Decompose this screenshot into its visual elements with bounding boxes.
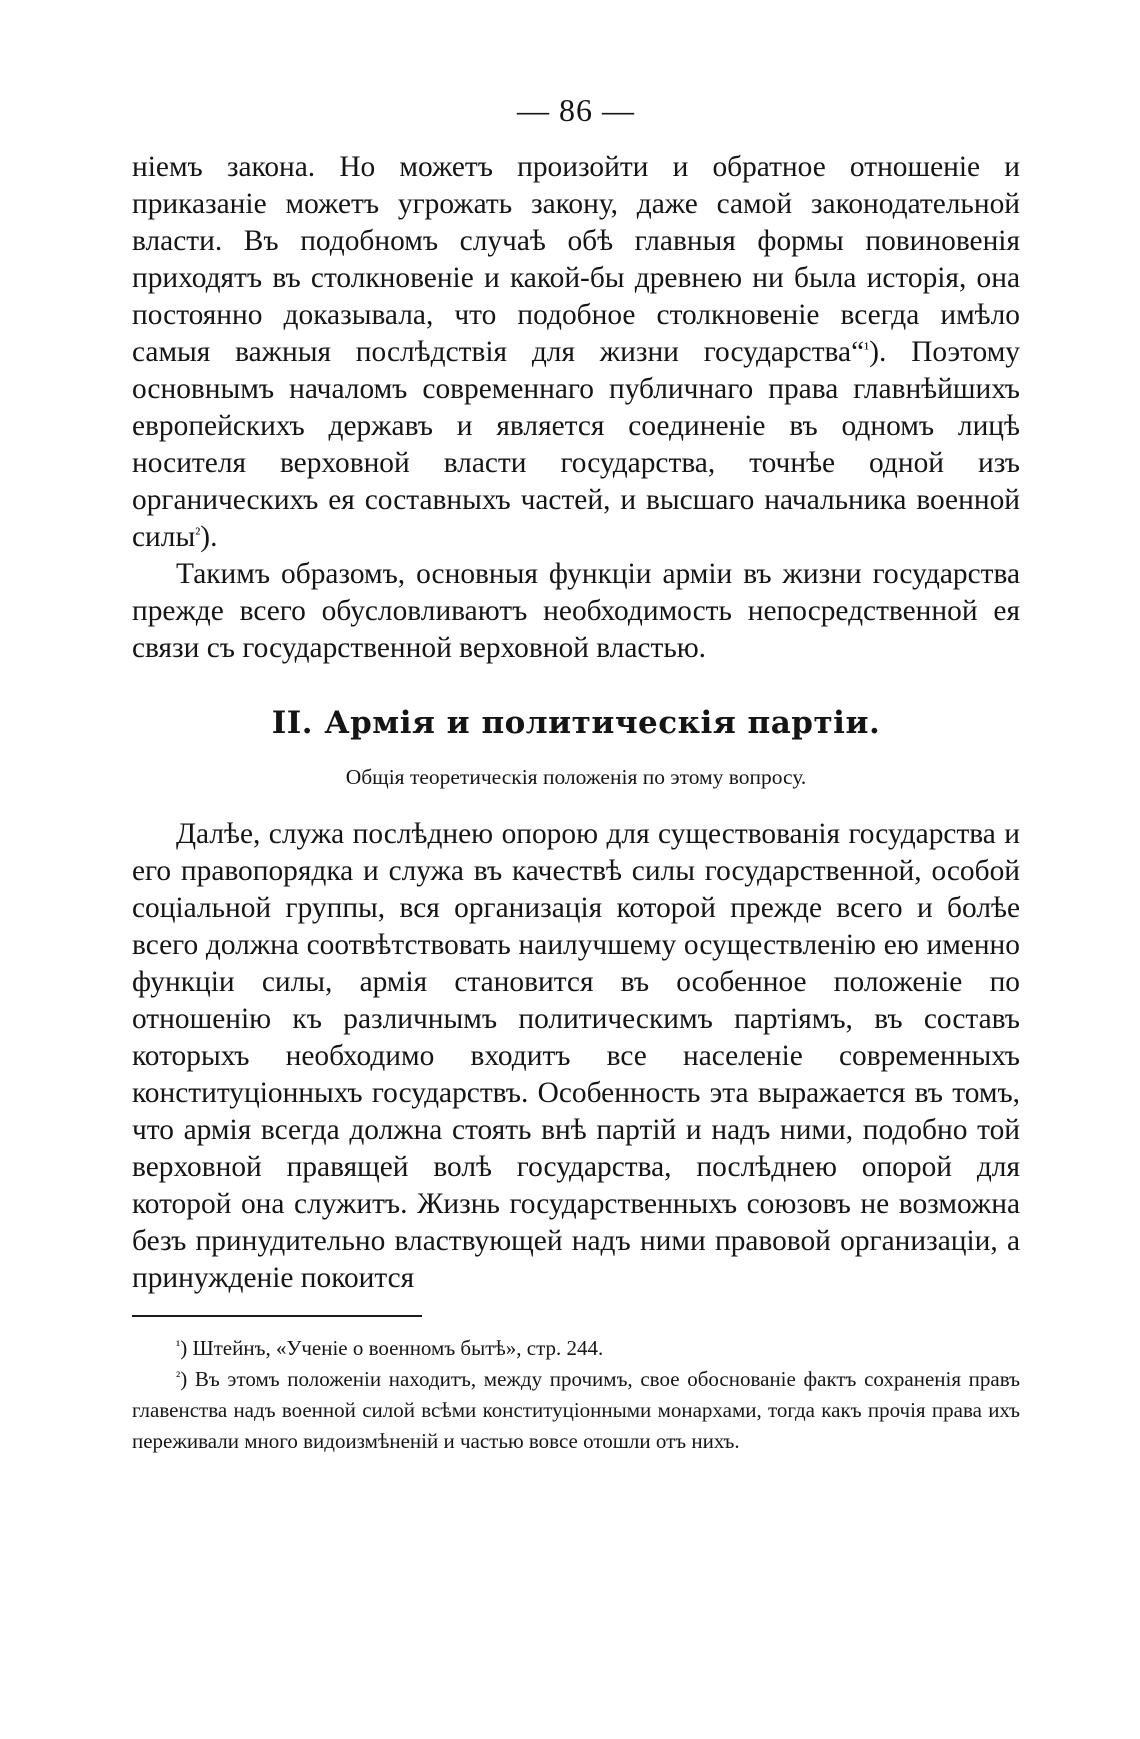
document-page bbox=[132, 92, 1020, 1457]
footnote bbox=[132, 1364, 1020, 1457]
footnote-reference[interactable]: ¹ bbox=[864, 339, 870, 358]
footnote bbox=[132, 1333, 1020, 1364]
page-number: — 86 — bbox=[517, 92, 635, 128]
footnote-text: ) Штейнъ, «Ученіе о военномъ бытѣ», стр. 244. bbox=[180, 1336, 604, 1360]
paragraph-continuation bbox=[132, 149, 1020, 556]
footnote-reference[interactable]: ² bbox=[195, 524, 201, 543]
paragraph-text: ніемъ закона. Но можетъ произойти и обратное отношеніе и приказаніе можетъ угрожать закону, даже самой законодательной власти. Въ подобномъ случаѣ обѣ главныя формы повиновенія приходятъ въ столкновеніе и какой-бы древнею ни была исторія, она постоянно доказывала, что подобное столкновеніе всегда имѣло самыя важныя послѣдствія для жизни государства“ bbox=[132, 151, 1020, 368]
paragraph-text: ). bbox=[200, 521, 218, 553]
section-subheading: Общія теоретическія положенія по этому вопросу. bbox=[345, 765, 807, 789]
paragraph: Далѣе, служа послѣднею опорою для существованія государства и его правопорядка и служа въ качествѣ силы государственной, особой соціальной группы, вся организація которой прежде всего и болѣе всего должна соотвѣтствовать наилучшему осуществленію ею именно функціи силы, армія становится въ особенное положеніе по отношенію къ различнымъ политическимъ партіямъ, въ составъ которыхъ необходимо входитъ все населеніе современныхъ конституціонныхъ государствъ. Особенность эта выражается въ томъ, что армія всегда должна стоять внѣ партій и надъ ними, подобно той верховной правящей волѣ государства, послѣднею опорой для которой она служитъ. Жизнь государственныхъ союзовъ не возможна безъ принудительно властвующей надъ ними правовой организаціи, а принужденіе покоится bbox=[132, 818, 1020, 1294]
footnote-marker: ² bbox=[176, 1370, 181, 1385]
paragraph: Такимъ образомъ, основныя функціи арміи въ жизни государства прежде всего обусловливаютъ необходимость непосредственной ея связи съ государственной верховной властью. bbox=[132, 558, 1020, 664]
footnote-divider bbox=[132, 1315, 422, 1317]
footnote-marker: ¹ bbox=[176, 1339, 181, 1354]
footnote-text: ) Въ этомъ положеніи находитъ, между прочимъ, свое обоснованіе фактъ сохраненія правъ главенства надъ военной силой всѣми конституціонными монархами, тогда какъ прочія права ихъ переживали много видоизмѣненій и частью вовсе отошли отъ нихъ. bbox=[132, 1367, 1020, 1453]
section-heading: II. Армія и политическія партіи. bbox=[271, 705, 881, 741]
paragraph-text: ). Поэтому основнымъ началомъ современнаго публичнаго права главнѣйшихъ европейскихъ державъ и является соединеніе въ одномъ лицѣ носителя верховной власти государства, точнѣе одной изъ органическихъ ея составныхъ частей, и высшаго начальника военной силы bbox=[132, 336, 1020, 553]
